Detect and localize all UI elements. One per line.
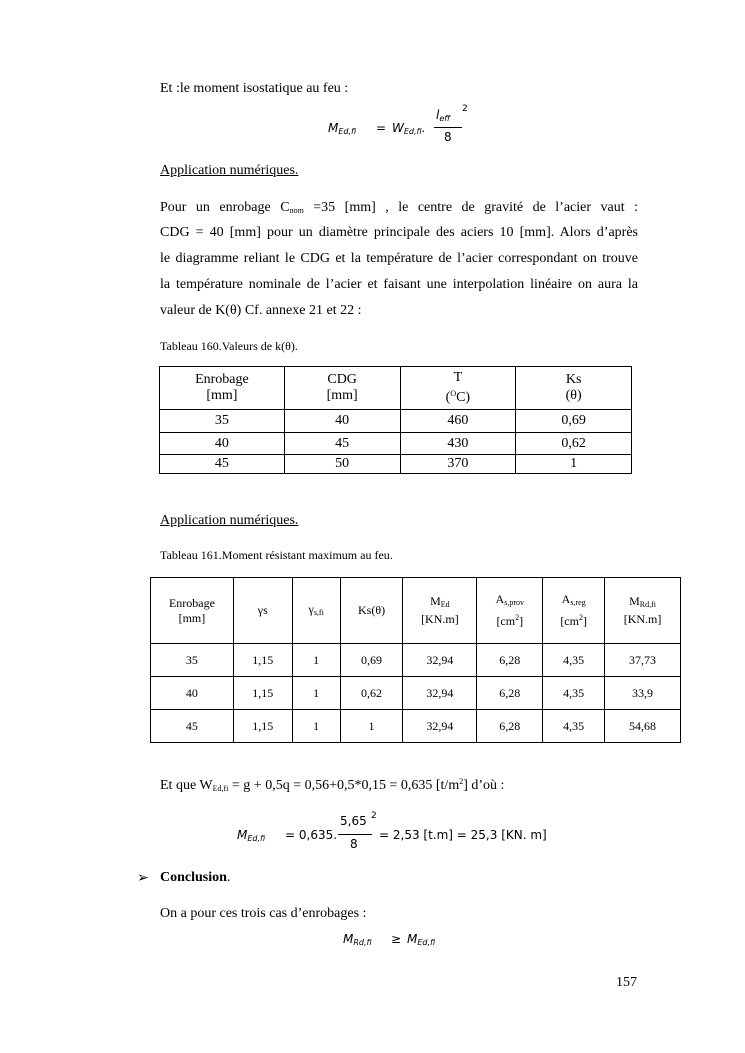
bullet-arrow-icon: ➢ [137, 871, 149, 886]
cell: 4,35 [543, 677, 605, 710]
header-temperature: T ($^O$C) [400, 367, 516, 410]
cell: 50 [284, 455, 400, 474]
paragraph-line-3: le diagramme reliant le CDG et la température de l’acier correspondant on trouve [160, 251, 638, 266]
header-gamma-s-fi: $\gamma_{s,fi}$ [292, 578, 340, 644]
cell: 1,15 [233, 677, 292, 710]
cell: 45 [151, 710, 234, 743]
page-number: 157 [616, 975, 637, 990]
table-header-row [160, 367, 632, 410]
header-enrobage: Enrobage [mm] [160, 367, 285, 410]
paragraph-line-5: valeur de K(θ) Cf. annexe 21 et 22 : [160, 303, 362, 318]
table-row [160, 433, 632, 455]
intro-text: Et :le moment isostatique au feu : [160, 81, 349, 96]
cell: 40 [160, 433, 285, 455]
cell: 1,15 [233, 644, 292, 677]
cell: 40 [151, 677, 234, 710]
paragraph-line-1: Pour un enrobage $C_{nom} =35$ [mm] , le centre de gravité de l’acier vaut : [160, 200, 638, 215]
cell: 35 [160, 410, 285, 433]
cell: 54,68 [605, 710, 681, 743]
cell: 37,73 [605, 644, 681, 677]
header-as-prov: $A_{s,prov}$ $[cm^2]$ [477, 578, 543, 644]
cell: 430 [400, 433, 516, 455]
cell: 1 [292, 677, 340, 710]
cell: 45 [284, 433, 400, 455]
cell: 1 [292, 710, 340, 743]
paragraph-line-2: CDG = 40 [mm] pour un diamètre principale des aciers 10 [mm]. Alors d’après [160, 225, 638, 240]
header-cdg: CDG [mm] [284, 367, 400, 410]
cell: 4,35 [543, 644, 605, 677]
section-heading: Application numériques. [160, 513, 299, 528]
cell: 4,35 [543, 710, 605, 743]
header-enrobage: Enrobage [mm] [151, 578, 234, 644]
header-m-rd-fi: $M_{Rd,fi}$ [KN.m] [605, 578, 681, 644]
cell: 0,62 [516, 433, 632, 455]
cell: 35 [151, 644, 234, 677]
cell: 370 [400, 455, 516, 474]
formula-conclusion: $M_{Rd,fi}$ ≥ $M_{Ed,fi}$ [343, 932, 436, 947]
header-ks-theta: Ks(θ) [340, 578, 403, 644]
paragraph-line-4: la température nominale de l’acier et faisant une interpolation linéaire on aura la [160, 277, 638, 292]
table-k-theta [159, 366, 632, 474]
cell: 460 [400, 410, 516, 433]
formula-m-ed-fi: $M_{Ed,fi}$ = 0,635. 5,65 2 8 = 2,53 [t.m] = 25,3 [KN. m] [237, 811, 547, 851]
table-caption: Tableau 161.Moment résistant maximum au feu. [160, 548, 393, 562]
cell: 32,94 [403, 677, 477, 710]
table-caption: Tableau 160.Valeurs de k(θ). [160, 339, 298, 353]
cell: 6,28 [477, 710, 543, 743]
section-heading: Application numériques. [160, 163, 299, 178]
conclusion-heading: Conclusion. [160, 870, 231, 885]
table-moment-resistant [150, 577, 681, 743]
cell: 40 [284, 410, 400, 433]
cell: 1 [292, 644, 340, 677]
cell: 1 [516, 455, 632, 474]
cell: 33,9 [605, 677, 681, 710]
cell: 45 [160, 455, 285, 474]
cell: 32,94 [403, 710, 477, 743]
cell: 0,69 [340, 644, 403, 677]
cell: 6,28 [477, 644, 543, 677]
header-m-ed: $M_{Ed}$ [KN.m] [403, 578, 477, 644]
cell: 1,15 [233, 710, 292, 743]
table-row [151, 710, 681, 743]
header-as-reg: $A_{s,reg}$ $[cm^2]$ [543, 578, 605, 644]
cell: 0,69 [516, 410, 632, 433]
wed-line: Et que $W_{Ed,fi} = g + 0,5q = 0,56+0,5*0,15 = 0,635$ $[t/m^2]$ d’où : [160, 777, 505, 793]
formula-moment-isostatique: $M_{Ed,fi}$ = $W_{Ed,fi}$. $l_{eff}$ 2 8 [328, 104, 468, 144]
header-gamma-s: γs [233, 578, 292, 644]
table-row [160, 455, 632, 474]
table-row [151, 644, 681, 677]
cell: 0,62 [340, 677, 403, 710]
cell: 6,28 [477, 677, 543, 710]
table-row [151, 677, 681, 710]
table-header-row [151, 578, 681, 644]
cell: 1 [340, 710, 403, 743]
table-row [160, 410, 632, 433]
conclusion-text: On a pour ces trois cas d’enrobages : [160, 906, 367, 921]
cell: 32,94 [403, 644, 477, 677]
header-ks: Ks (θ) [516, 367, 632, 410]
